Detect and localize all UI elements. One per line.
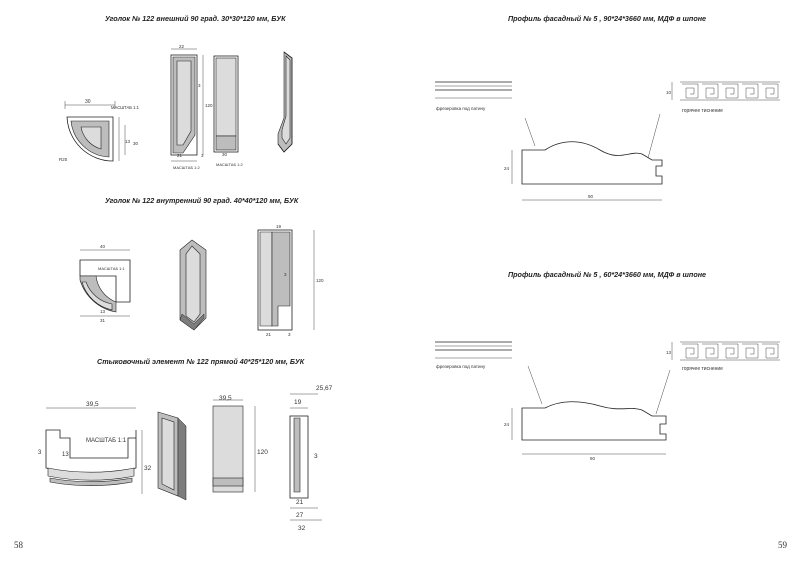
dim-22: 22 — [179, 44, 185, 49]
profile-60-labels — [430, 340, 790, 470]
dim-radius: R20 — [59, 157, 68, 162]
dim-60: 60 — [590, 456, 596, 461]
dim-120: 120 — [205, 103, 213, 108]
inner-corner-3d-drawing — [172, 236, 222, 336]
dim-39-5: 39,5 — [86, 401, 99, 408]
dim-10: 10 — [666, 90, 672, 95]
inner-corner-front-labels — [248, 222, 328, 342]
dim-24: 24 — [504, 422, 510, 427]
dim-120: 120 — [257, 449, 268, 456]
inner-corner-plan-labels — [60, 240, 160, 325]
dim-21: 21 — [177, 153, 183, 158]
dim-32: 32 — [144, 465, 152, 472]
dim-40: 40 — [100, 244, 106, 249]
dim-39-5-b: 39,5 — [219, 395, 232, 402]
right-page — [400, 0, 800, 565]
dim-30-bottom: 30 — [222, 152, 228, 157]
dim-30: 30 — [85, 99, 91, 105]
dim-120: 120 — [316, 278, 324, 283]
milling-note: фрезеровка под патину — [436, 106, 486, 111]
scale-label: МАСШТАБ 1:1 — [98, 266, 125, 271]
dim-3-bottom: 3 — [288, 332, 291, 337]
dim-13: 13 — [125, 139, 131, 144]
dim-13: 13 — [100, 309, 106, 314]
emboss-note: горячее тиснение — [682, 366, 723, 372]
page-number: 59 — [778, 540, 787, 550]
dim-90: 90 — [588, 194, 594, 199]
dim-30-vertical: 30 — [133, 141, 139, 146]
dim-3-bottom: 3 — [201, 153, 204, 158]
outer-corner-3d-drawing — [270, 48, 310, 158]
dim-19: 19 — [294, 399, 302, 406]
section-title-inner-corner: Уголок № 122 внутренний 90 град. 40*40*120 мм, БУК — [105, 196, 299, 205]
dim-19: 19 — [276, 224, 282, 229]
outer-corner-plan-labels — [55, 95, 175, 175]
dim-32: 32 — [298, 525, 306, 532]
dim-25-67: 25,67 — [316, 385, 333, 392]
section-title-profile-90: Профиль фасадный № 5 , 90*24*3660 мм, МДФ в шпоне — [508, 14, 707, 23]
profile-90-labels — [430, 80, 790, 210]
milling-note: фрезеровка под патину — [436, 364, 486, 369]
dim-13: 13 — [666, 350, 672, 355]
scale-label-b: МАСШТАБ 1:2 — [216, 162, 243, 167]
section-title-profile-60: Профиль фасадный № 5 , 60*24*3660 мм, МДФ в шпоне — [508, 270, 707, 279]
dim-3: 3 — [38, 450, 42, 456]
dim-13: 13 — [62, 452, 69, 458]
dim-3: 3 — [198, 83, 201, 88]
joining-element-3d-drawing — [152, 408, 192, 503]
joining-element-side-labels — [280, 380, 360, 540]
outer-corner-side-labels — [210, 48, 260, 173]
dim-31: 31 — [100, 318, 106, 323]
section-title-joining-element: Стыковочный элемент № 122 прямой 40*25*120 мм, БУК — [97, 357, 305, 366]
dim-27: 27 — [296, 512, 304, 519]
page-number: 58 — [14, 540, 23, 550]
emboss-note: горячее тиснение — [682, 108, 723, 114]
dim-3: 3 — [314, 453, 318, 460]
scale-label: МАСШТАБ 1:1 — [111, 105, 139, 110]
section-title-outer-corner: Уголок № 122 внешний 90 град. 30*30*120 мм, БУК — [105, 14, 286, 23]
dim-21: 21 — [266, 332, 272, 337]
joining-element-front-labels — [205, 392, 285, 502]
dim-3: 3 — [284, 272, 287, 277]
joining-element-section-labels — [40, 402, 160, 502]
dim-24: 24 — [504, 166, 510, 171]
dim-21: 21 — [296, 499, 304, 506]
scale-label-a: МАСШТАБ 1:2 — [173, 165, 200, 170]
scale-label: МАСШТАБ 1:1 — [86, 438, 127, 444]
